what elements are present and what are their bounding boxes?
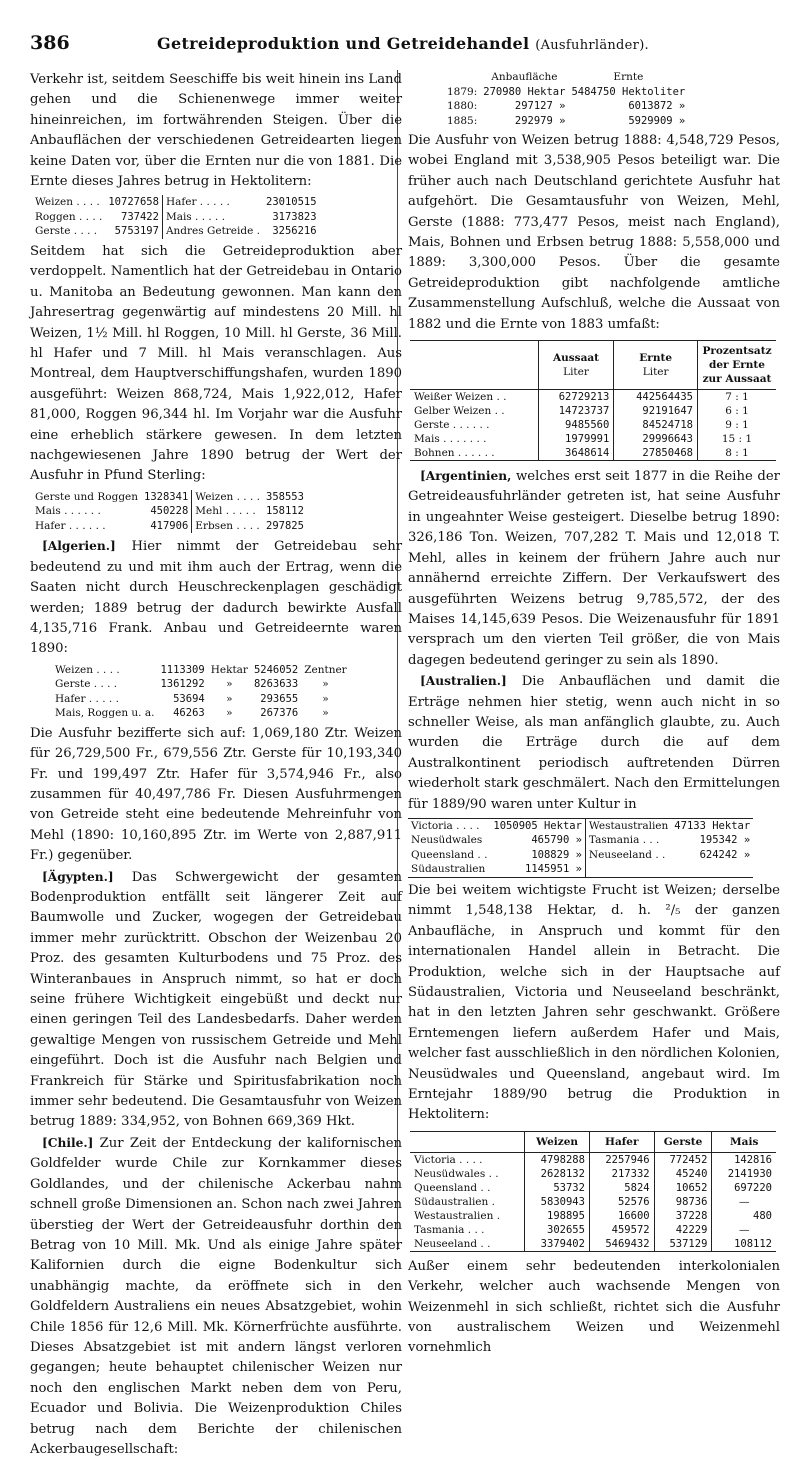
table-cell: 5484750 Hektoliter — [571, 85, 686, 98]
table-cell: Tasmania . . . — [588, 834, 660, 847]
table-cell: 98736 — [654, 1195, 712, 1209]
table-row — [408, 862, 753, 877]
table-cell: 3648614 — [538, 446, 614, 461]
table-cell: 4798288 — [525, 1152, 590, 1167]
table-cell: 417906 — [141, 519, 192, 534]
table-cell: 2257946 — [589, 1152, 654, 1167]
table-cell: Hafer . . . . . . — [35, 519, 106, 532]
table-header-cell — [444, 70, 480, 85]
table-cell: 267376 — [260, 707, 299, 720]
table-cell-ditto: » — [226, 707, 233, 720]
table-australien-cultivated-area — [408, 818, 753, 878]
table-row — [410, 390, 776, 405]
table-header-cell — [614, 341, 698, 390]
table-header-cell: Gerste — [654, 1131, 712, 1152]
paragraph-canada-production: Seitdem hat sich die Getreideproduktion aber verdoppelt. Namentlich hat der Getreidebau in Ontario u. Manitoba an Bedeutung gewonnen. Man kann den Jahresertrag gegenwärtig auf mindestens 20 Mill. hl Weizen, 1½ Mill. hl Roggen, 10 Mill. hl Gerste, 36 Mill. hl Hafer und 7 Mill. hl Mais veranschlagen. Aus Montreal, dem Hauptverschiffungshafen, wurden 1890 ausgeführt: Weizen 868,724, Mais 1,922,012, Hafer 81,000, Roggen 96,344 hl. Im Vorjahr war die Ausfuhr eine erheblich stärkere gewesen. In dem letzten nachgewiesenen Jahre 1890 betrug der Wert der Ausfuhr in Pfund Sterling: — [30, 243, 402, 484]
table-cell-ditto: » — [322, 707, 329, 720]
table-row — [410, 1152, 776, 1167]
table-cell: 108112 — [712, 1237, 776, 1252]
table-chile-wheat — [444, 70, 688, 128]
table-cell: Südaustralien — [411, 863, 486, 876]
table-cell: 1979991 — [538, 432, 614, 446]
table-cell: Gelber Weizen . . — [414, 405, 505, 418]
table-row — [410, 418, 776, 432]
table-cell: 459572 — [589, 1223, 654, 1237]
table-cell: 5929909 » — [628, 114, 686, 127]
table-cell: Queensland . . — [411, 848, 488, 861]
table-algerien-harvest-1890 — [52, 663, 350, 721]
table-cell: Gerste . . . . — [55, 678, 118, 691]
paragraph-algerien-text: Hier nimmt der Getreidebau sehr bedeutend zu und mit ihm auch der Ertrag, wenn die Saaten nicht durch Heuschreckenplagen geschädigt werden; 1889 betrug der dadurch bewirkte Ausfall 4,135,716 Frank. Anbau und Getreideernte waren 1890: — [30, 539, 402, 657]
table-cell: 624242 » — [699, 848, 751, 861]
table-row — [410, 404, 776, 418]
table-cell — [671, 862, 753, 877]
table-row — [52, 663, 350, 678]
table-cell: Mais . . . . . . . — [414, 433, 487, 446]
table-row — [52, 677, 350, 692]
table-cell: 5824 — [589, 1181, 654, 1195]
section-heading-australien: [Australien.] — [420, 674, 507, 689]
table-cell: 537129 — [654, 1237, 712, 1252]
table-header-row — [410, 1131, 776, 1152]
table-cell: Andres Getreide . — [165, 225, 260, 238]
table-cell: 47133 Hektar — [674, 819, 751, 832]
table-cell: Neuseeland . . — [588, 848, 666, 861]
table-cell-ditto: » — [226, 678, 233, 691]
table-cell: 465790 » — [490, 833, 585, 848]
section-heading-aegypten: [Ägypten.] — [42, 869, 114, 884]
header-unit: Liter — [563, 366, 589, 379]
table-cell: 53694 — [173, 692, 205, 705]
table-cell: Hafer . . . . . — [165, 196, 230, 209]
table-cell: Hafer . . . . . — [55, 692, 119, 705]
table-cell: 9485560 — [538, 418, 614, 432]
table-cell: — — [712, 1223, 776, 1237]
table-row — [410, 1167, 776, 1181]
table-cell: 1361292 — [160, 678, 205, 691]
table-cell: 297825 — [266, 519, 304, 532]
table-cell: 697220 — [712, 1181, 776, 1195]
table-cell: 358553 — [266, 490, 304, 503]
table-row — [410, 1195, 776, 1209]
table-row — [410, 1237, 776, 1252]
page-title-main: Getreideproduktion und Getreidehandel — [157, 34, 530, 53]
page-title-subtitle: (Ausfuhrländer). — [535, 38, 649, 53]
paragraph-algerien-export: Die Ausfuhr bezifferte sich auf: 1,069,180 Ztr. Weizen für 26,729,500 Fr., 679,556 Ztr. Gerste für 10,193,340 Fr. und 199,497 Ztr. Hafer für 3,574,946 Fr., also zusammen für 40,497,786 Fr. Diesen Ausfuhrmengen von Getreide steht eine bedeutende Mehreinfuhr von Mehl (1890: 10,160,895 Ztr. im Werte von 2,887,911 Fr.) gegenüber. — [30, 725, 402, 864]
table-cell: 292979 » — [514, 114, 566, 127]
table-cell: 3173823 — [272, 210, 317, 223]
table-cell: 6 : 1 — [698, 404, 777, 418]
paragraph-canada-intro: Verkehr ist, seitdem Seeschiffe bis weit hinein ins Land gehen und die Schienenwege immer weiter hineinreichen, im fortwährenden Steigen. Über die Anbauflächen der verschiedenen Getreidearten liegen keine Daten vor, über die Ernten nur die von 1881. Die Ernte dieses Jahres betrug in Hektolitern: — [30, 72, 402, 190]
table-cell: 3256216 — [272, 225, 317, 238]
table-canada-harvest-1881 — [32, 195, 320, 239]
table-row — [408, 848, 753, 863]
table-cell: 10727658 — [105, 195, 162, 210]
table-cell: 52576 — [589, 1195, 654, 1209]
table-cell: Weizen . . . . — [55, 663, 120, 676]
table-cell: 293655 — [260, 692, 299, 705]
table-cell: 5246052 — [253, 663, 299, 676]
page-number: 386 — [30, 32, 70, 54]
table-cell: Westaustralien . — [414, 1209, 501, 1222]
table-cell: 37228 — [654, 1209, 712, 1223]
table-cell: Gerste . . . . . . — [414, 419, 490, 432]
table-cell: 142816 — [712, 1152, 776, 1167]
page-header — [26, 32, 780, 66]
table-cell: Mais . . . . . . — [35, 505, 101, 518]
table-cell: Weizen . . . . — [35, 196, 100, 209]
table-cell: Victoria . . . . — [411, 819, 480, 832]
table-cell: 1328341 — [141, 490, 192, 505]
table-row — [32, 519, 307, 534]
table-cell: 29996643 — [614, 432, 698, 446]
table-cell — [585, 862, 671, 877]
table-cell: 1050905 Hektar — [490, 818, 585, 833]
table-cell: 1879: — [447, 85, 478, 98]
table-row — [410, 1209, 776, 1223]
table-cell: 5469432 — [589, 1237, 654, 1252]
table-cell: 6013872 » — [628, 100, 686, 112]
table-cell: Mehl . . . . . — [195, 505, 256, 518]
paragraph-australien-wheat: Die bei weitem wichtigste Frucht ist Weizen; derselbe nimmt 1,548,138 Hektar, d. h. ²/₅ der ganzen Anbaufläche, in Anspruch und kommt für den internationalen Handel allein in Betracht. Die Produktion, welche sich in der Hauptsache auf Südaustralien, Victoria und Neuseeland beschränkt, hat in den letzten Jahren sehr geschwankt. Größere Erntemengen liefern außerdem Hafer und Mais, welcher fast ausschließlich in den nördlichen Kolonien, Neusüdwales und Queensland, angebaut wird. Im Erntejahr 1889/90 betrug die Produktion in Hektolitern: — [408, 882, 780, 1123]
table-cell: Mais . . . . . — [165, 210, 226, 223]
table-cell: 10652 — [654, 1181, 712, 1195]
table-cell: 2141930 — [712, 1167, 776, 1181]
header-unit: Liter — [642, 366, 669, 379]
table-cell: 1145951 » — [490, 862, 585, 877]
table-cell: Südaustralien . — [414, 1195, 495, 1208]
table-cell: Weizen . . . . — [195, 490, 260, 503]
table-cell: 772452 — [654, 1152, 712, 1167]
table-cell: 92191647 — [614, 404, 698, 418]
paragraph-chile-export: Die Ausfuhr von Weizen betrug 1888: 4,548,729 Pesos, wobei England mit 3,538,905 Pesos beteiligt war. Die früher auch nach Deutschland gerichtete Ausfuhr hat aufgehört. Die Gesamtausfuhr von Weizen, Mehl, Gerste (1888: 773,477 Pesos, meist nach England), Mais, Bohnen und Erbsen betrug 1888: 5,558,000 und 1889: 3,300,000 Pesos. Über die gesamte Getreideproduktion gibt nachfolgende amtliche Zusammenstellung Aufschluß, welche die Aussaat von 1882 und die Ernte von 1883 umfaßt: — [408, 133, 780, 332]
table-row — [52, 706, 350, 721]
table-header-cell — [410, 341, 538, 390]
right-column — [408, 70, 780, 1359]
paragraph-algerien — [30, 536, 402, 659]
table-cell: Bohnen . . . . . . — [414, 447, 495, 460]
table-cell: 1880: — [447, 100, 478, 112]
table-cell: Neusüdwales — [411, 834, 483, 847]
table-row — [410, 432, 776, 446]
table-cell: 14723737 — [538, 404, 614, 418]
table-cell-ditto: » — [322, 678, 329, 691]
table-row — [444, 114, 688, 129]
table-row — [444, 85, 688, 100]
paragraph-australien — [408, 671, 780, 815]
table-row — [410, 446, 776, 461]
table-header-row — [410, 341, 776, 390]
table-cell-ditto: » — [322, 692, 329, 705]
table-header-cell: Ernte — [613, 71, 644, 83]
paragraph-aegypten — [30, 867, 402, 1133]
table-cell: 42229 — [654, 1223, 712, 1237]
table-cell: 302655 — [525, 1223, 590, 1237]
table-header-cell — [538, 341, 614, 390]
paragraph-argentinien — [408, 466, 780, 671]
table-cell: 84524718 — [614, 418, 698, 432]
table-cell: 53732 — [525, 1181, 590, 1195]
table-cell: Erbsen . . . . — [195, 519, 260, 532]
page-title — [26, 34, 780, 53]
table-cell-unit: Hektar — [210, 663, 248, 676]
table-cell: 217332 — [589, 1167, 654, 1181]
table-cell: 45240 — [654, 1167, 712, 1181]
table-cell: 270980 Hektar — [483, 85, 566, 98]
table-cell: 108829 » — [490, 848, 585, 863]
table-cell: Neuseeland . . — [414, 1237, 491, 1250]
paragraph-australien-export: Außer einem sehr bedeutenden interkolonialen Verkehr, welcher auch wachsende Mengen von Weizenmehl in sich schließt, richtet sich die Ausfuhr von australischem Weizen und Weizenmehl vornehmlich — [408, 1258, 780, 1356]
table-cell: Mais, Roggen u. a. — [55, 707, 155, 720]
table-row — [410, 1223, 776, 1237]
table-row — [32, 490, 307, 505]
table-cell: 8263633 — [253, 678, 299, 691]
table-cell: 195342 » — [699, 834, 751, 847]
table-chile-sowing-harvest — [410, 340, 776, 461]
table-cell: — — [712, 1195, 776, 1209]
table-cell: 16600 — [589, 1209, 654, 1223]
table-cell: Victoria . . . . — [414, 1153, 483, 1166]
paragraph-australien-text: Die Anbauflächen und damit die Erträge nehmen hier stetig, wenn auch nicht in so schneller Weise, als man anfänglich glaubte, zu. Auch wurden die Erträge durch die auf dem Australkontinent periodisch auftretenden Dürren wiederholt stark geschmälert. Nach den Ermittelungen für 1889/90 waren unter Kultur in — [408, 674, 780, 812]
table-cell: 442564435 — [614, 390, 698, 405]
table-cell: Roggen . . . . — [35, 210, 103, 223]
table-header-cell: Anbaufläche — [491, 71, 558, 83]
paragraph-argentinien-text: welches erst seit 1877 in die Reihe der Getreideausfuhrländer getreten ist, hat seine Ausfuhr in ungeahnter Weise gesteigert. Dieselbe betrug 1890: 326,186 Ton. Weizen, 707,282 T. Mais und 12,018 T. Mehl, alles in keinem der frühern Jahre auch nur annähernd erreichte Ziffern. Der Verkaufswert des ausgeführten Weizens betrug 9,785,572, der des Maises 14,145,639 Pesos. Die Weizenausfuhr für 1891 versprach um den vierten Teil größer, die von Mais dagegen bedeutend geringer zu sein als 1890. — [408, 469, 780, 668]
table-header-cell: Prozentsatz der Ernte zur Aussaat — [698, 341, 777, 390]
section-heading-chile: [Chile.] — [42, 1135, 94, 1150]
table-row — [32, 210, 320, 225]
table-cell: Gerste . . . . — [35, 225, 98, 238]
table-cell: 480 — [712, 1209, 776, 1223]
table-cell: 198895 — [525, 1209, 590, 1223]
table-cell: 62729213 — [538, 390, 614, 405]
table-row — [410, 1181, 776, 1195]
table-header-cell — [410, 1131, 525, 1152]
table-cell: Queensland . . — [414, 1181, 491, 1194]
table-cell: 1113309 — [160, 663, 205, 676]
table-cell: Tasmania . . . — [414, 1223, 485, 1236]
paragraph-chile — [30, 1133, 402, 1460]
header-label: Aussaat — [552, 352, 600, 365]
table-cell: Westaustralien — [588, 819, 669, 832]
table-cell: Weißer Weizen . . — [414, 391, 507, 404]
paragraph-aegypten-text: Das Schwergewicht der gesamten Bodenproduktion entfällt seit längerer Zeit auf Baumwolle und Zucker, wogegen der Getreidebau immer mehr zurücktritt. Obschon der Weizenbau 20 Proz. des gesamten Kulturbodens und 75 Proz. des Winteranbaues in Anspruch nimmt, so hat er doch seine frühere Wichtigkeit eingebüßt und deckt nur einen geringen Teil des Landesbedarfs. Daher werden gewaltige Mengen von russischem Getreide und Mehl eingeführt. Doch ist die Ausfuhr nach Belgien und Frankreich für Stärke und Spiritusfabrikation noch immer sehr bedeutend. Die Gesamtausfuhr von Weizen betrug 1889: 334,952, von Bohnen 669,369 Hkt. — [30, 869, 402, 1130]
table-row — [52, 692, 350, 707]
table-cell: 8 : 1 — [698, 446, 777, 461]
table-header-cell: Hafer — [589, 1131, 654, 1152]
table-row — [408, 818, 753, 833]
table-cell: 27850468 — [614, 446, 698, 461]
table-row — [444, 99, 688, 114]
section-heading-algerien: [Algerien.] — [42, 539, 116, 554]
table-cell: 737422 — [105, 210, 162, 225]
table-cell-unit: Zentner — [304, 663, 347, 676]
table-cell: 158112 — [266, 505, 304, 518]
table-australien-production — [410, 1131, 776, 1252]
table-cell: 23010515 — [266, 196, 317, 209]
table-header-cell: Weizen — [525, 1131, 590, 1152]
table-cell: 2628132 — [525, 1167, 590, 1181]
table-cell: 1885: — [447, 114, 478, 127]
table-header-row — [444, 70, 688, 85]
table-cell: 7 : 1 — [698, 390, 777, 405]
table-cell: 9 : 1 — [698, 418, 777, 432]
table-row — [32, 195, 320, 210]
table-cell: 15 : 1 — [698, 432, 777, 446]
table-cell: Gerste und Roggen — [35, 490, 139, 503]
table-cell: 46263 — [173, 707, 205, 720]
section-heading-argentinien: [Argentinien, — [420, 469, 512, 484]
table-cell: 5753197 — [105, 224, 162, 239]
table-cell: 297127 » — [514, 100, 566, 112]
table-row — [32, 224, 320, 239]
table-cell: Neusüdwales . . — [414, 1167, 499, 1180]
table-canada-export-value — [32, 490, 307, 534]
table-row — [32, 504, 307, 519]
table-cell: 5830943 — [525, 1195, 590, 1209]
left-column — [30, 70, 402, 1460]
table-header-cell: Mais — [712, 1131, 776, 1152]
table-row — [408, 833, 753, 848]
table-cell: 450228 — [141, 504, 192, 519]
table-cell: 3379402 — [525, 1237, 590, 1252]
table-cell-ditto: » — [226, 692, 233, 705]
header-label: Ernte — [639, 352, 672, 365]
paragraph-chile-text: Zur Zeit der Entdeckung der kalifornischen Goldfelder wurde Chile zur Kornkammer dieses Goldlandes, und der chilenische Ackerbau nahm schnell große Dimensionen an. Schon nach zwei Jahren überstieg der Wert der Getreideausfuhr dorthin den Betrag von 10 Mill. Mk. Und als einige Jahre später Kalifornien durch die eigne Bodenkultur sich unabhängig machte, da eröffnete sich in den Goldfeldern Australiens ein neues Absatzgebiet, wohin Chile 1856 für 12,6 Mill. Mk. Körnerfrüchte ausführte. Dieses Absatzgebiet ist mit andern längst verloren gegangen; heute behauptet chilenischer Weizen nur noch den englischen Markt neben dem von Peru, Ecuador und Bolivia. Die Weizenproduktion Chiles betrug nach dem Berichte der chilenischen Ackerbaugesellschaft: — [30, 1135, 402, 1457]
